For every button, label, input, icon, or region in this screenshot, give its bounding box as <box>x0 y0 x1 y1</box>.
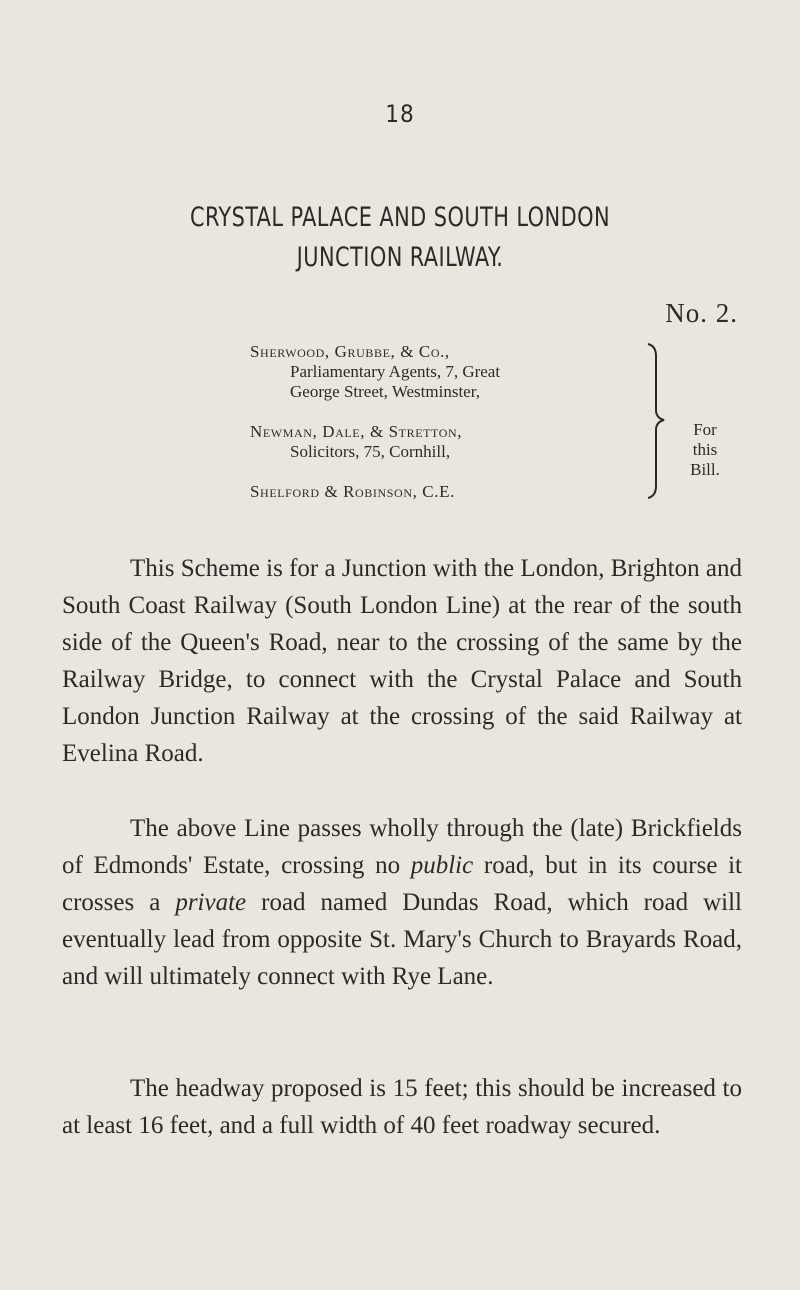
paragraph-text: road named Dundas Road, which road will eventually lead from opposite St. Mary's Church to Brayards Road, and will ultimately connect with Rye Lane. <box>62 889 742 990</box>
agent-name: Shelford & Robinson, C.E. <box>250 482 455 501</box>
for-this-bill-label <box>670 420 740 480</box>
emphasis-public: public <box>410 852 474 879</box>
page-number: 18 <box>385 100 415 128</box>
agent-name: Sherwood, Grubbe, & Co., <box>250 342 450 361</box>
agent-entry <box>250 342 650 402</box>
for-bill-line: Bill. <box>690 460 720 479</box>
emphasis-private: private <box>175 889 247 916</box>
agent-entry <box>250 482 650 502</box>
paragraph-line-route <box>62 810 742 995</box>
paragraph-text: The above Line passes wholly through the (late) Brickfields of Edmonds' Estate, crossing no <box>62 815 742 879</box>
paragraph-headway <box>62 1070 742 1144</box>
title-line-2: JUNCTION RAILWAY. <box>296 242 504 273</box>
paragraph-text: This Scheme is for a Junction with the London, Brighton and South Coast Railway (South London Line) at the rear of the south side of the Queen's Road, near to the crossing of the same by the Railway Bridge, to connect with the Crystal Palace and South London Junction Railway at the crossing of the said Railway at Evelina Road. <box>62 555 742 767</box>
for-bill-line: this <box>692 440 718 459</box>
agent-detail: Parliamentary Agents, 7, Great <box>290 362 501 381</box>
paragraph-text: road, but in its course it crosses a <box>62 852 743 916</box>
agent-detail: George Street, Westminster, <box>290 382 480 401</box>
right-brace-icon <box>644 340 666 500</box>
for-bill-line: For <box>693 420 717 439</box>
agent-name: Newman, Dale, & Stretton, <box>250 422 463 441</box>
document-number: No. 2. <box>665 298 738 328</box>
paragraph-text: The headway proposed is 15 feet; this should be increased to at least 16 feet, and a full width of 40 feet roadway secured. <box>62 1075 742 1139</box>
agent-detail: Solicitors, 75, Cornhill, <box>290 442 451 461</box>
title-line-1: CRYSTAL PALACE AND SOUTH LONDON <box>189 202 611 233</box>
paragraph-scheme <box>62 550 742 772</box>
agent-entry <box>250 422 650 462</box>
agents-block <box>250 342 650 502</box>
document-title <box>56 198 744 278</box>
